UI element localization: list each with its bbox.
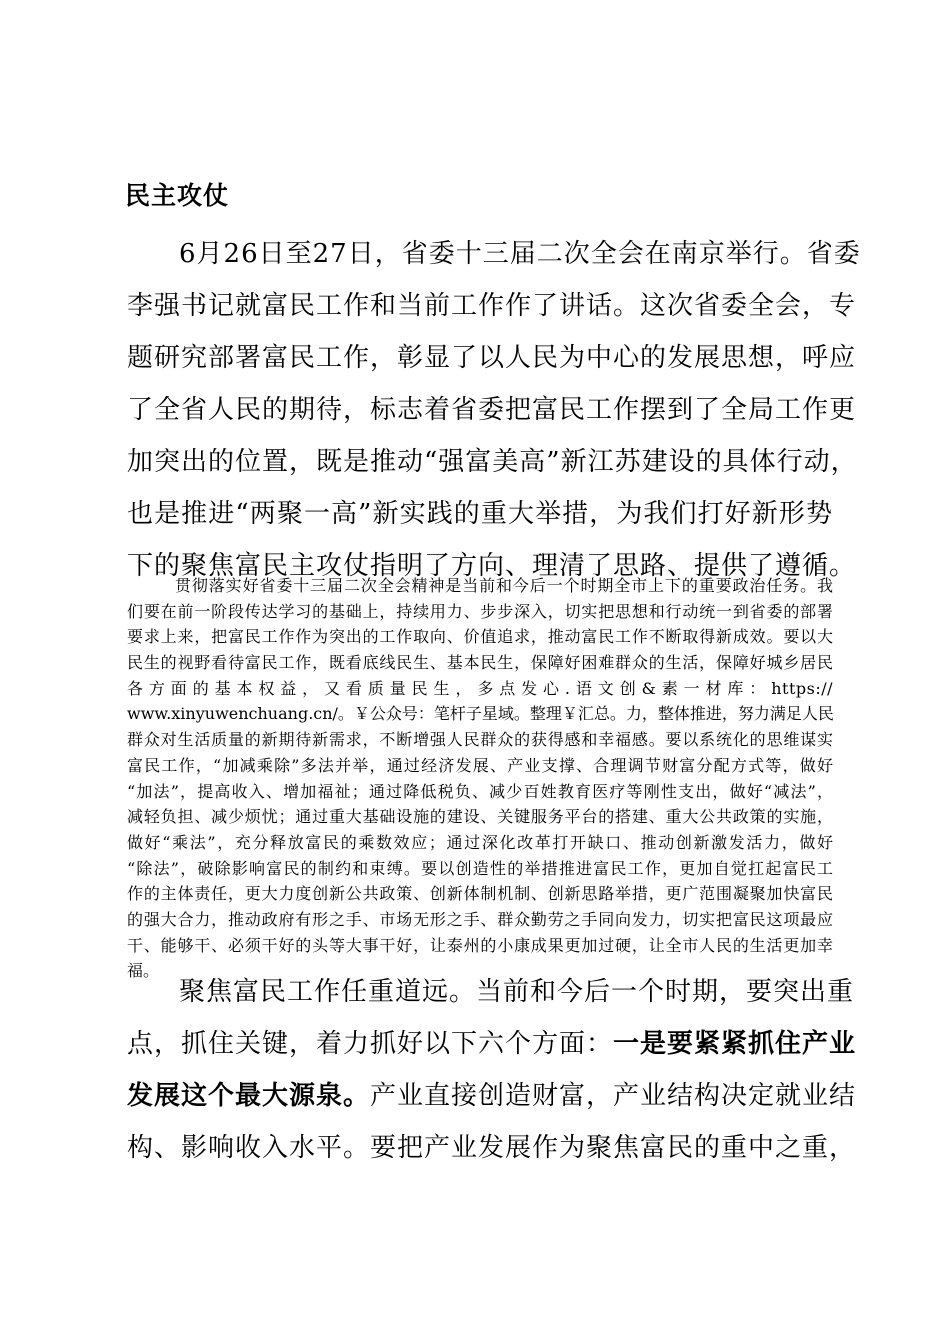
text-line: 贯彻落实好省委十三届二次全会精神是当前和今后一个时期全市上下的重要政治任务。我 <box>175 576 833 595</box>
text-line: 李强书记就富民工作和当前工作作了讲话。这次省委全会，专 <box>127 291 857 321</box>
text-line: www.xinyuwenchuang.cn/。￥公众号：笔杆子星域。整理￥汇总。力，整体推进，努力满足人民 <box>127 704 834 724</box>
text-line: 富民工作，“加减乘除”多法并举，通过经济发展、产业支撑、合理调节财富分配方式等，做好 <box>127 755 833 775</box>
text-line: 也是推进“两聚一高”新实践的重大举措，为我们打好新形势 <box>127 499 833 529</box>
text-line: 民生的视野看待富民工作，既看底线民生、基本民生，保障好困难群众的生活，保障好城乡居民 <box>127 653 833 673</box>
text-normal: 产业直接创造财富，产业结构决定就业结 <box>370 1081 857 1111</box>
text-line: 的强大合力，推动政府有形之手、市场无形之手、群众勤劳之手同向发力，切实把富民这项最应 <box>127 909 833 929</box>
text-line: 了全省人民的期待，标志着省委把富民工作摆到了全局工作更 <box>127 395 857 425</box>
text-normal: 点，抓住关键，着力抓好以下六个方面： <box>127 1029 614 1059</box>
section-heading: 民主攻仗 <box>125 181 230 210</box>
paragraph-small-print <box>127 573 833 984</box>
text-line: 下的聚焦富民主攻仗指明了方向、理清了思路、提供了遵循。 <box>127 551 857 581</box>
text-line: “加法”，提高收入、增加福祉；通过降低税负、减少百姓教育医疗等刚性支出，做好“减法”， <box>127 781 833 801</box>
text-line: 们要在前一阶段传达学习的基础上，持续用力、步步深入，切实把思想和行动统一到省委的部署 <box>127 601 833 621</box>
paragraph-focus <box>127 966 857 1174</box>
text-line: 做好“乘法”，充分释放富民的乘数效应；通过深化改革打开缺口、推动创新激发活力，做好 <box>127 832 833 852</box>
text-line: 各方面的基本权益，又看质量民生，多点发心.语文创&素一材库：https:// <box>127 678 833 698</box>
text-line: 加突出的位置，既是推动“强富美高”新江苏建设的具体行动， <box>127 447 858 477</box>
text-line: 聚焦富民工作任重道远。当前和今后一个时期，要突出重 <box>179 977 855 1007</box>
text-line-mixed <box>127 1070 857 1122</box>
text-line: 福。 <box>127 961 160 981</box>
text-line: 群众对生活质量的新期待新需求，不断增强人民群众的获得感和幸福感。要以系统化的思维谋实 <box>127 730 833 750</box>
text-line: 作的主体责任，更大力度创新公共政策、创新体制机制、创新思路举措，更广范围凝聚加快富民 <box>127 884 833 904</box>
text-line: 干、能够干、必须干好的头等大事干好，让泰州的小康成果更加过硬，让全市人民的生活更加幸 <box>127 935 833 955</box>
text-line: “除法”，破除影响富民的制约和束缚。要以创造性的举措推进富民工作，更加自觉扛起富民工 <box>127 858 833 878</box>
text-line-mixed <box>127 1018 857 1070</box>
text-bold-emphasis: 一是要紧紧抓住产业 <box>613 1029 857 1059</box>
text-line: 题研究部署富民工作，彰显了以人民为中心的发展思想，呼应 <box>127 343 857 373</box>
paragraph-intro <box>127 228 861 592</box>
text-line: 6月26日至27日，省委十三届二次全会在南京举行。省委 <box>179 239 861 269</box>
text-line: 构、影响收入水平。要把产业发展作为聚焦富民的重中之重， <box>127 1133 857 1163</box>
text-line: 减轻负担、减少烦忧；通过重大基础设施的建设、关键服务平台的搭建、重大公共政策的实施， <box>127 807 833 827</box>
text-line: 要求上来，把富民工作作为突出的工作取向、价值追求，推动富民工作不断取得新成效。要以大 <box>127 627 833 647</box>
text-bold-emphasis: 发展这个最大源泉。 <box>127 1081 371 1111</box>
